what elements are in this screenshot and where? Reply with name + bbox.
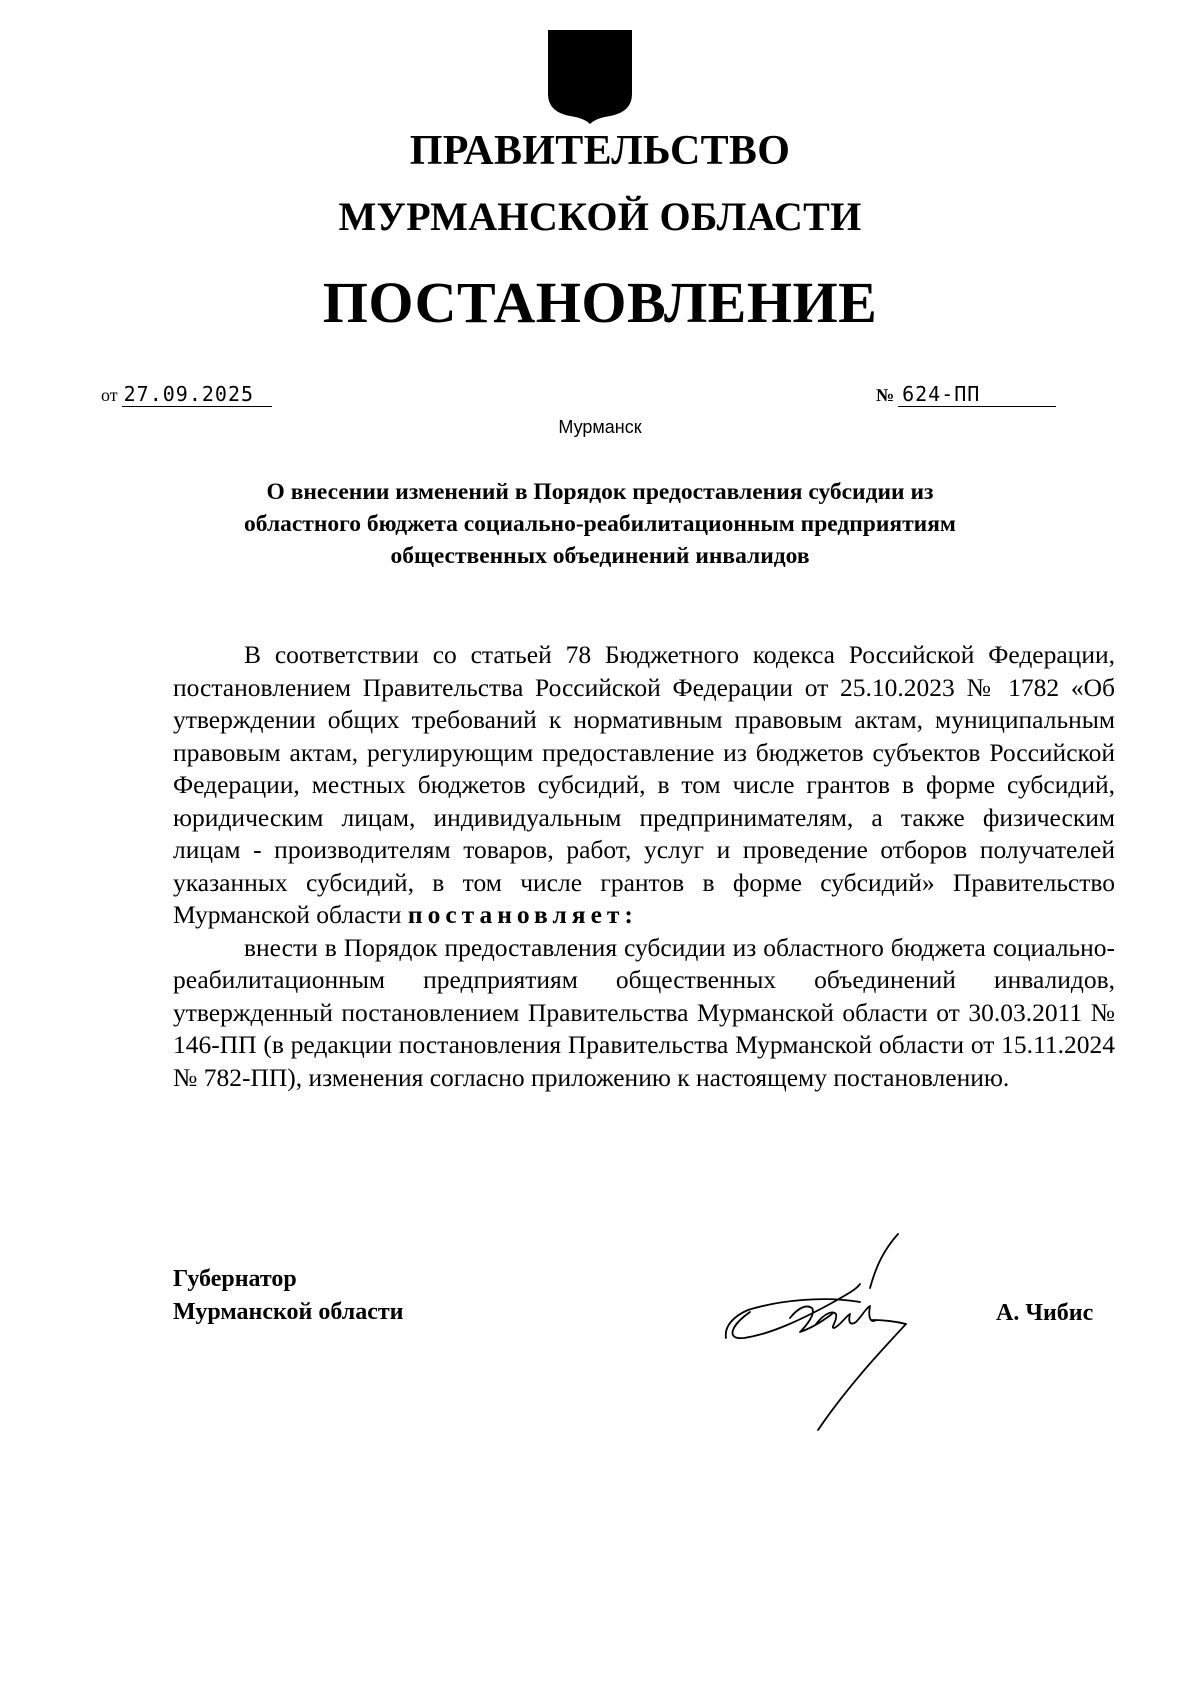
handwritten-signature-icon	[720, 1228, 970, 1444]
date-prefix: от	[101, 385, 118, 405]
subject-line: областного бюджета социально-реабилитационным предприятиям	[244, 511, 956, 537]
decree-keyword: постановляет:	[407, 900, 638, 929]
signatory-title-line-1: Губернатор	[173, 1266, 297, 1292]
signatory-title-line-2: Мурманской области	[173, 1299, 404, 1325]
number-value: 624-ПП	[898, 382, 1056, 407]
document-body	[173, 639, 1115, 1094]
coat-of-arms-shield-icon	[546, 28, 634, 126]
subject-line: общественных объединений инвалидов	[390, 543, 810, 569]
signatory-title	[173, 1263, 403, 1329]
signatory-name: А. Чибис	[996, 1300, 1094, 1326]
city-name: Мурманск	[558, 417, 642, 437]
document-subject	[170, 476, 1030, 572]
document-number	[876, 382, 1056, 410]
body-paragraph-2: внести в Порядок предоставления субсидии из областного бюджета социально-реабилитационным предприятиям общественных объединений инвалидов, утвержденный постановлением Правительства Мурманской области от 30.03.2011 № 146-ПП (в редакции постановления Правительства Мурманской области от 15.11.2024 № 782-ПП), изменения согласно приложению к настоящему постановлению.	[173, 932, 1115, 1092]
organization-name-line-2: МУРМАНСКОЙ ОБЛАСТИ	[338, 194, 862, 239]
document-type-title: ПОСТАНОВЛЕНИЕ	[322, 270, 878, 335]
number-prefix: №	[876, 385, 895, 405]
date-value: 27.09.2025	[122, 382, 272, 407]
organization-name-line-1: ПРАВИТЕЛЬСТВО	[409, 128, 791, 174]
paragraph-text: В соответствии со статьей 78 Бюджетного кодекса Российской Федерации, постановлением Правительства Российской Федерации от 25.10.2023 № 1782 «Об утверждении общих требований к нормативным правовым актам, муниципальным правовым актам, регулирующим предоставление из бюджетов субъектов Российской Федерации, местных бюджетов субсидий, в том числе грантов в форме субсидий, юридическим лицам, индивидуальным предпринимателям, а также физическим лицам - производителям товаров, работ, услуг и проведение отборов получателей указанных субсидий, в том числе грантов в форме субсидий» Правительство Мурманской области	[173, 640, 1115, 929]
subject-line: О внесении изменений в Порядок предоставления субсидии из	[266, 479, 934, 505]
document-date	[101, 382, 272, 410]
body-paragraph-1	[173, 639, 1115, 932]
